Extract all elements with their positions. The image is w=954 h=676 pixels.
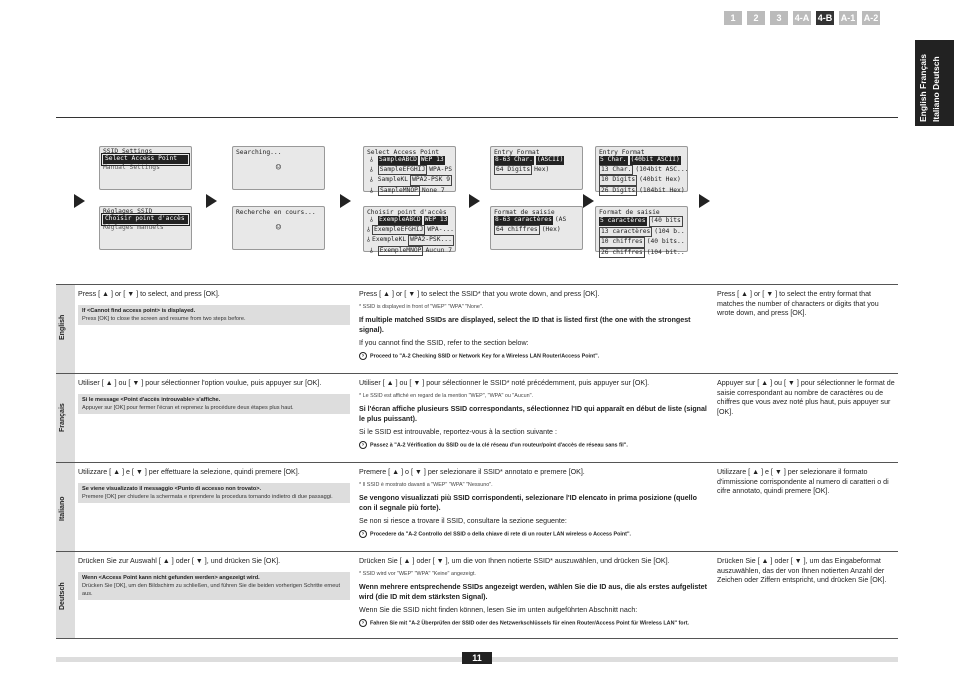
language-label: Deutsch	[59, 582, 66, 610]
lcd-title: Recherche en cours...	[236, 209, 316, 216]
format-detail: (104bit Hex)	[639, 186, 685, 194]
nav-button-4a[interactable]: 4-A	[794, 13, 810, 23]
security: WEP 13	[424, 216, 448, 223]
signal-icon: ⫰	[369, 246, 373, 255]
tip-title: Se viene visualizzato il messaggio <Punto di accesso non trovato>.	[82, 485, 262, 492]
language-tab-line2: Italiano Deutsch	[931, 56, 941, 122]
security: WPA-PS	[429, 165, 452, 173]
lcd-choisir-point	[363, 206, 456, 255]
cross-reference[interactable]	[359, 530, 709, 540]
format-option: 64 Digits	[494, 165, 532, 176]
lcd-row	[367, 186, 452, 197]
format-detail: (AS	[554, 216, 567, 223]
column-1	[78, 290, 356, 325]
bold-instruction: If multiple matched SSIDs are displayed, select the ID that is listed first (the one with the strongest signal).	[359, 316, 691, 335]
tip-box	[78, 394, 350, 414]
lcd-row	[494, 165, 579, 176]
instruction: Utilizzare [ ▲ ] e [ ▼ ] per selezionare il formato d'immissione corrispondente al numero di caratteri o di cifre annotato, quindi premere [OK].	[717, 468, 889, 496]
ssid: SampleKL	[377, 176, 409, 184]
bold-instruction: Wenn mehrere entsprechende SSIDs angezeigt werden, wählen Sie die ID aus, die als erstes aufgelistet wird (die ID mit dem stärksten Signal).	[359, 583, 707, 602]
tip-box	[78, 572, 350, 600]
format-option: 13 Char.	[599, 165, 633, 176]
lcd-row	[367, 235, 452, 246]
lcd-row	[599, 237, 684, 248]
format-detail: (40 bits..	[646, 238, 685, 246]
lcd-ssid-settings	[99, 146, 192, 190]
nav-button-a2[interactable]: A-2	[863, 13, 879, 23]
lcd-title: Searching...	[236, 149, 282, 156]
language-label-box	[56, 374, 75, 462]
arrow-circle-icon: ›	[359, 530, 367, 538]
bold-instruction: Se vengono visualizzati più SSID corrispondenti, selezionare l'ID elencato in prima posizione (quello con il segnale più forte).	[359, 494, 697, 513]
nav-button-2[interactable]: 2	[747, 11, 765, 25]
lcd-title: Format de saisie	[599, 209, 660, 216]
lcd-selected-item: Select Access Point	[103, 155, 188, 164]
header-divider	[56, 117, 898, 118]
format-detail: (Hex)	[541, 225, 561, 233]
column-3	[717, 557, 895, 589]
lcd-row	[599, 186, 684, 197]
nav-button-4b[interactable]: 4-B	[817, 13, 833, 23]
lcd-row	[599, 156, 684, 165]
arrow-right-icon	[469, 194, 480, 208]
language-label-box	[56, 285, 75, 373]
instruction: Drücken Sie zur Auswahl [ ▲ ] oder [ ▼ ], und drücken Sie [OK].	[78, 557, 281, 565]
column-3	[717, 290, 895, 322]
format-detail: Hex)	[534, 165, 550, 173]
lcd-row	[367, 225, 452, 236]
language-label: Italiano	[59, 496, 66, 521]
cross-reference[interactable]	[359, 619, 709, 629]
lcd-entry-format-wep	[595, 146, 688, 192]
arrow-circle-icon: ›	[359, 441, 367, 449]
format-detail: (ASCII)	[536, 156, 564, 163]
language-label: English	[59, 314, 66, 340]
signal-icon: ⫰	[369, 156, 374, 164]
language-label: Français	[59, 403, 66, 432]
lcd-format-saisie	[490, 206, 583, 250]
ssid: ExempleEFGHIJ	[372, 225, 425, 236]
section-italian	[56, 462, 898, 551]
lcd-row	[367, 156, 452, 165]
instruction: Press [ ▲ ] or [ ▼ ] to select, and press [OK].	[78, 290, 220, 298]
format-detail: (40bit ASCII)	[630, 156, 680, 163]
security: None 7	[421, 186, 445, 194]
lcd-row	[599, 227, 684, 238]
tip-title: Wenn <Access Point kann nicht gefunden werden> angezeigt wird.	[82, 574, 260, 581]
format-option: 5 caractères	[600, 217, 646, 224]
tip-box	[78, 483, 350, 503]
lcd-reglages-ssid	[99, 206, 192, 250]
arrow-circle-icon: ›	[359, 619, 367, 627]
lcd-title: Choisir point d'accès	[367, 209, 447, 216]
wait-icon: ☺	[275, 222, 282, 233]
lcd-row	[367, 216, 452, 225]
format-option: 64 chiffres	[494, 225, 540, 236]
lcd-entry-format	[490, 146, 583, 190]
lcd-format-saisie-wep	[595, 206, 688, 256]
language-label-box	[56, 552, 75, 638]
chapter-nav	[724, 11, 880, 25]
footnote: * Le SSID est affiché en regard de la mention "WEP", "WPA" ou "Aucun".	[359, 392, 533, 399]
instruction: Premere [ ▲ ] o [ ▼ ] per selezionare il SSID* annotato e premere [OK].	[359, 468, 585, 476]
arrow-circle-icon: ›	[359, 352, 367, 360]
cross-reference[interactable]	[359, 352, 699, 362]
lcd-row	[367, 165, 452, 176]
column-1	[78, 557, 356, 600]
language-tab-line1: English Français	[918, 53, 928, 122]
footnote: * SSID wird vor "WEP" "WPA" "Keine" angezeigt.	[359, 570, 476, 577]
arrow-right-icon	[206, 194, 217, 208]
lcd-searching	[232, 146, 325, 190]
language-label-box	[56, 463, 75, 551]
language-tab	[915, 40, 954, 126]
ssid: ExempleABCD	[379, 216, 421, 223]
tip-body: Premere [OK] per chiudere la schermata e riprendere la procedura tornando indietro di due passaggi.	[82, 493, 333, 500]
signal-icon: ⫰	[367, 236, 371, 245]
column-1	[78, 379, 356, 414]
nav-button-1[interactable]: 1	[724, 11, 742, 25]
format-option: 8-63 Char.	[495, 156, 533, 163]
lcd-title: Select Access Point	[367, 149, 440, 156]
format-detail: (104 bit..	[646, 248, 685, 256]
arrow-right-icon	[340, 194, 351, 208]
format-option: 26 Digits	[599, 186, 637, 197]
lcd-row	[367, 246, 452, 257]
signal-icon: ⫰	[369, 165, 373, 174]
instruction: Si le SSID est introuvable, reportez-vous à la section suivante :	[359, 427, 557, 436]
instruction: Utiliser [ ▲ ] ou [ ▼ ] pour sélectionner le SSID* noté précédemment, puis appuyer sur [OK].	[359, 379, 650, 387]
footnote: * SSID is displayed in front of "WEP" "WPA" "None".	[359, 303, 484, 310]
section-english	[56, 284, 898, 373]
lcd-title: Entry Format	[599, 149, 645, 156]
instruction: If you cannot find the SSID, refer to the section below:	[359, 338, 529, 347]
instruction: Press [ ▲ ] or [ ▼ ] to select the SSID* that you wrote down, and press [OK].	[359, 290, 600, 298]
page-number: 11	[462, 652, 492, 664]
instruction: Press [ ▲ ] or [ ▼ ] to select the entry format that matches the number of characters or digits that you wrote down, and press [OK].	[717, 290, 879, 318]
instruction: Wenn Sie die SSID nicht finden können, lesen Sie im unten aufgeführten Abschnitt nach:	[359, 605, 638, 614]
lcd-title: Format de saisie	[494, 209, 555, 216]
column-2	[359, 468, 709, 540]
reference-text: Procedere da "A-2 Controllo del SSID o della chiave di rete di un router LAN wireless o Access Point".	[370, 530, 632, 537]
ssid: ExempleKL	[372, 236, 407, 244]
ssid: SampleMNOP	[378, 186, 420, 197]
lcd-row	[494, 225, 579, 236]
security: Aucun 7	[425, 246, 452, 254]
lcd-title: SSID Settings	[103, 148, 153, 155]
lcd-row	[599, 216, 684, 227]
lcd-recherche	[232, 206, 325, 250]
lcd-item: Manual Settings	[103, 163, 160, 171]
tip-title: Si le message <Point d'accès introuvable> s'affiche.	[82, 396, 221, 403]
instruction: Drücken Sie [ ▲ ] oder [ ▼ ], um die von Ihnen notierte SSID* auszuwählen, und drücken Sie [OK].	[359, 557, 670, 565]
format-option: 10 chiffres	[599, 237, 645, 248]
format-option: 10 Digits	[599, 175, 637, 186]
format-detail: (40bit Hex)	[639, 176, 681, 184]
reference-text: Proceed to "A-2 Checking SSID or Network Key for a Wireless LAN Router/Access Point".	[370, 352, 600, 359]
column-2	[359, 557, 709, 629]
reference-text: Fahren Sie mit "A-2 Überprüfen der SSID oder des Netzwerkschlüssels für einen Router/Access Point für Wireless LAN" fort.	[370, 619, 689, 626]
tip-box	[78, 305, 350, 325]
tip-body: Press [OK] to close the screen and resume from two steps before.	[82, 315, 246, 322]
signal-icon: ⫰	[369, 186, 374, 195]
format-option: 5 Char.	[600, 156, 627, 163]
column-2	[359, 290, 699, 362]
lcd-row	[599, 165, 689, 176]
lcd-row	[599, 175, 684, 186]
lcd-select-access-point	[363, 146, 456, 195]
format-option: 8-63 caractères	[495, 216, 552, 223]
ssid: SampleEFGHIJ	[378, 165, 428, 176]
section-french	[56, 373, 898, 462]
lcd-item: Réglages manuels	[103, 223, 164, 231]
signal-icon: ⫰	[369, 176, 373, 185]
format-option: 13 caractères	[599, 227, 652, 238]
section-german	[56, 551, 898, 639]
lcd-row	[367, 175, 452, 186]
lcd-row	[494, 216, 579, 225]
cross-reference[interactable]	[359, 441, 709, 451]
security: WPA2-PSK 9	[410, 175, 452, 186]
instruction: Utiliser [ ▲ ] ou [ ▼ ] pour sélectionner l'option voulue, puis appuyer sur [OK].	[78, 379, 322, 387]
security: WEP 13	[420, 156, 444, 163]
tip-body: Drücken Sie [OK], um den Bildschirm zu schließen, und führen Sie die beiden vorherigen Schritte erneut aus.	[82, 582, 341, 597]
lcd-row	[494, 156, 579, 165]
tip-body: Appuyer sur [OK] pour fermer l'écran et reprenez la procédure deux étapes plus haut.	[82, 404, 294, 411]
nav-button-a1[interactable]: A-1	[840, 13, 856, 23]
format-detail: (40 bits	[649, 216, 683, 227]
lcd-title: Entry Format	[494, 149, 540, 156]
arrow-right-icon	[699, 194, 710, 208]
column-3	[717, 468, 895, 500]
format-detail: (104bit ASC...	[635, 165, 689, 173]
column-2	[359, 379, 709, 451]
signal-icon: ⫰	[367, 225, 371, 234]
format-option: 26 chiffres	[599, 248, 645, 259]
arrow-right-icon	[583, 194, 594, 208]
lcd-row	[599, 248, 684, 259]
instruction: Appuyer sur [ ▲ ] ou [ ▼ ] pour sélectionner le format de saisie correspondant au nombre de caractères ou de chiffres que vous avez noté plus haut, puis appuyer sur [OK].	[717, 379, 895, 417]
lcd-title: Réglages SSID	[103, 208, 153, 215]
signal-icon: ⫰	[369, 216, 374, 224]
format-detail: (104 b..	[654, 227, 685, 235]
ssid: ExempleMNOP	[378, 246, 424, 257]
instruction: Drücken Sie [ ▲ ] oder [ ▼ ], um das Eingabeformat auszuwählen, das der von Ihnen notierten Anzahl der Zeichen oder Ziffern entspricht, und drücken Sie [OK].	[717, 557, 887, 585]
instruction: Utilizzare [ ▲ ] e [ ▼ ] per effettuare la selezione, quindi premere [OK].	[78, 468, 300, 476]
tip-title: If <Cannot find access point> is displayed.	[82, 307, 196, 314]
footnote: * Il SSID è mostrato davanti a "WEP" "WPA" "Nessuno".	[359, 481, 493, 488]
reference-text: Passez à "A-2 Vérification du SSID ou de la clé réseau d'un routeur/point d'accès de réseau sans fil".	[370, 441, 628, 448]
column-3	[717, 379, 895, 421]
instruction: Se non si riesce a trovare il SSID, consultare la sezione seguente:	[359, 516, 567, 525]
lcd-selected-item: Choisir point d'accès	[103, 215, 188, 224]
bold-instruction: Si l'écran affiche plusieurs SSID correspondants, sélectionnez l'ID qui apparaît en début de liste (signal le plus puissant).	[359, 405, 707, 424]
security: WPA-...	[427, 225, 454, 233]
wait-icon: ☺	[275, 162, 282, 173]
nav-button-3[interactable]: 3	[770, 11, 788, 25]
ssid: SampleABCD	[379, 156, 417, 163]
arrow-right-icon	[74, 194, 85, 208]
security: WPA2-PSK...	[408, 235, 454, 246]
column-1	[78, 468, 356, 503]
